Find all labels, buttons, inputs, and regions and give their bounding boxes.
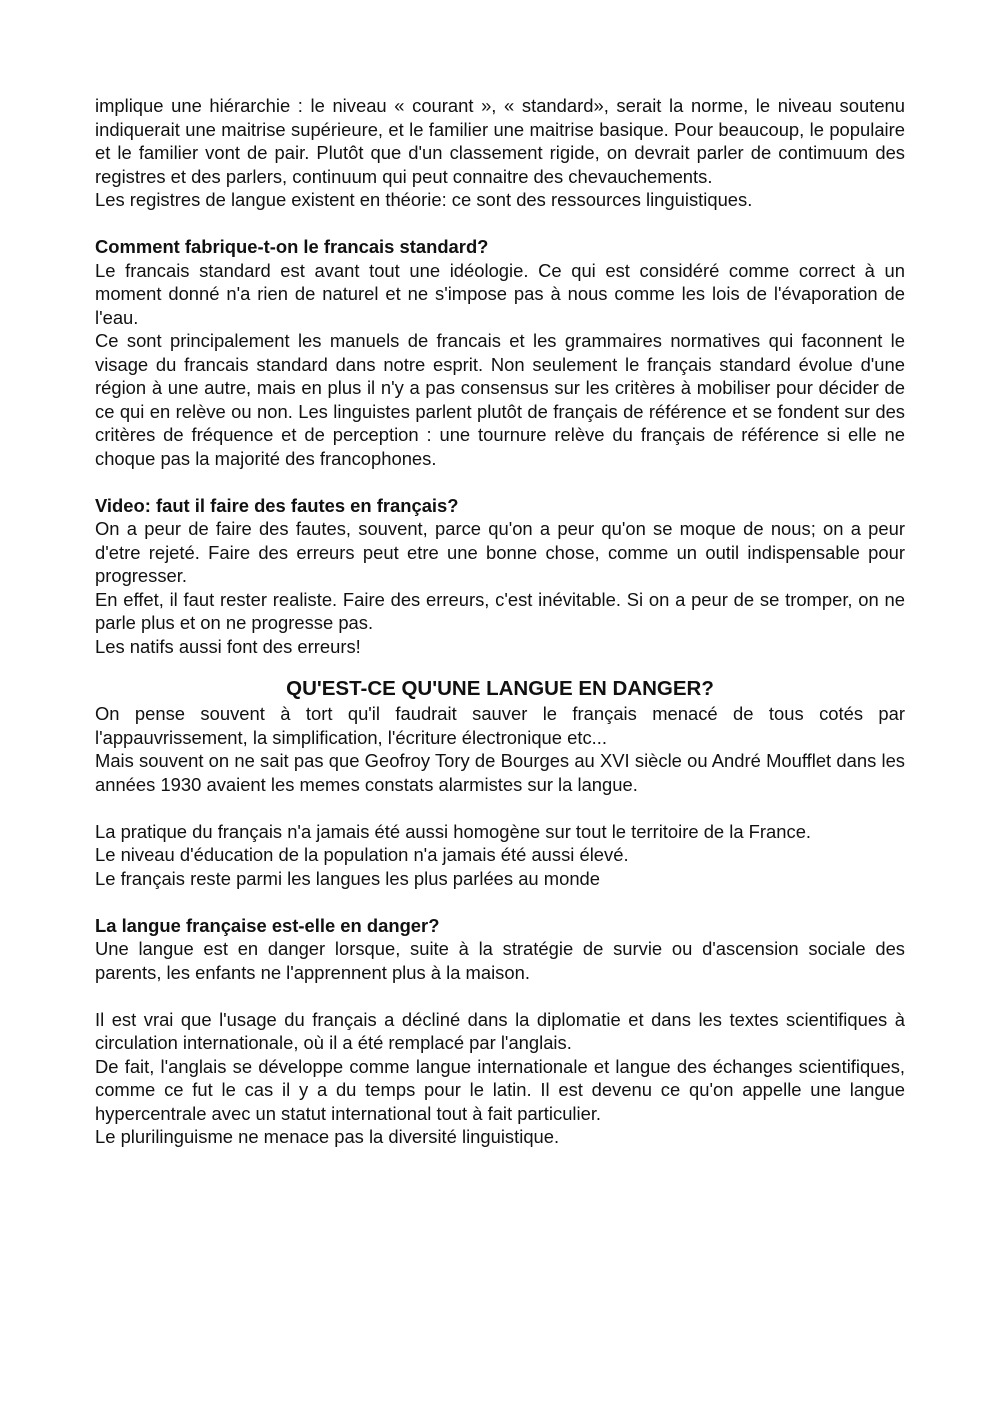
video-paragraph-1: On a peur de faire des fautes, souvent, parce qu'on a peur qu'on se moque de nous; on a peur d'etre rejeté. Faire des erreurs peut etre une bonne chose, comme un outil indispensable pour progresser. <box>95 518 905 586</box>
spacer <box>95 212 905 236</box>
section-heading-standard: Comment fabrique-t-on le francais standard? <box>95 236 489 257</box>
standard-paragraph-2: Ce sont principalement les manuels de francais et les grammaires normatives qui faconnent le visage du francais standard dans notre esprit. Non seulement le français standard évolue d'une région à une autre, mais en plus il n'y a pas consensus sur les critères à mobiliser pour décider de ce qui en relève ou non. Les linguistes parlent plutôt de français de référence et se fondent sur des critères de fréquence et de perception : une tournure relève du français de référence si elle ne choque pas la majorité des francophones. <box>95 330 905 469</box>
spacer <box>95 984 905 1008</box>
french-danger-paragraph-2: Il est vrai que l'usage du français a décliné dans la diplomatie et dans les textes scientifiques à circulation internationale, où il a été remplacé par l'anglais. <box>95 1008 905 1053</box>
spacer <box>95 796 905 820</box>
danger-paragraph-3: La pratique du français n'a jamais été aussi homogène sur tout le territoire de la France. <box>95 820 812 842</box>
section-title-danger: QU'EST-CE QU'UNE LANGUE EN DANGER? <box>286 677 714 700</box>
section-heading-video: Video: faut il faire des fautes en français? <box>95 494 459 516</box>
intro-paragraph-1: implique une hiérarchie : le niveau « courant », « standard», serait la norme, le niveau soutenu indiquerait une maitrise supérieure, et le familier une maitrise basique. Pour beaucoup, le populaire et le familier vont de pair. Plutôt que d'un classement rigide, on devrait parler de contimuum des registres et des parlers, continuum qui peut connaitre des chevauchements. <box>95 95 905 187</box>
danger-paragraph-5: Le français reste parmi les langues les plus parlées au monde <box>95 867 600 889</box>
document-page <box>95 94 905 1149</box>
intro-paragraph-2: Les registres de langue existent en théorie: ce sont des ressources linguistiques. <box>95 189 753 210</box>
danger-paragraph-1: On pense souvent à tort qu'il faudrait sauver le français menacé de tous cotés par l'appauvrissement, la simplification, l'écriture électronique etc... <box>95 703 905 748</box>
section-heading-french-danger: La langue française est-elle en danger? <box>95 914 440 936</box>
video-paragraph-3: Les natifs aussi font des erreurs! <box>95 635 361 657</box>
spacer <box>95 890 905 914</box>
danger-paragraph-4: Le niveau d'éducation de la population n'a jamais été aussi élevé. <box>95 844 629 865</box>
french-danger-paragraph-3: De fait, l'anglais se développe comme langue internationale et langue des échanges scientifiques, comme ce fut le cas il y a du temps pour le latin. Il est devenu ce qu'on appelle une langue hypercentrale avec un statut international tout à fait particulier. <box>95 1055 905 1124</box>
video-paragraph-2: En effet, il faut rester realiste. Faire des erreurs, c'est inévitable. Si on a peur de se tromper, on ne parle plus et on ne progresse pas. <box>95 588 905 633</box>
danger-paragraph-2: Mais souvent on ne sait pas que Geofroy Tory de Bourges au XVI siècle ou André Moufflet dans les années 1930 avaient les memes constats alarmistes sur la langue. <box>95 750 905 795</box>
spacer <box>95 470 905 494</box>
french-danger-paragraph-4: Le plurilinguisme ne menace pas la diversité linguistique. <box>95 1126 560 1147</box>
french-danger-paragraph-1: Une langue est en danger lorsque, suite à la stratégie de survie ou d'ascension sociale des parents, les enfants ne l'apprennent plus à la maison. <box>95 938 905 983</box>
standard-paragraph-1: Le francais standard est avant tout une idéologie. Ce qui est considéré comme correct à un moment donné n'a rien de naturel et ne s'impose pas à nous comme les lois de l'évaporation de l'eau. <box>95 259 905 328</box>
